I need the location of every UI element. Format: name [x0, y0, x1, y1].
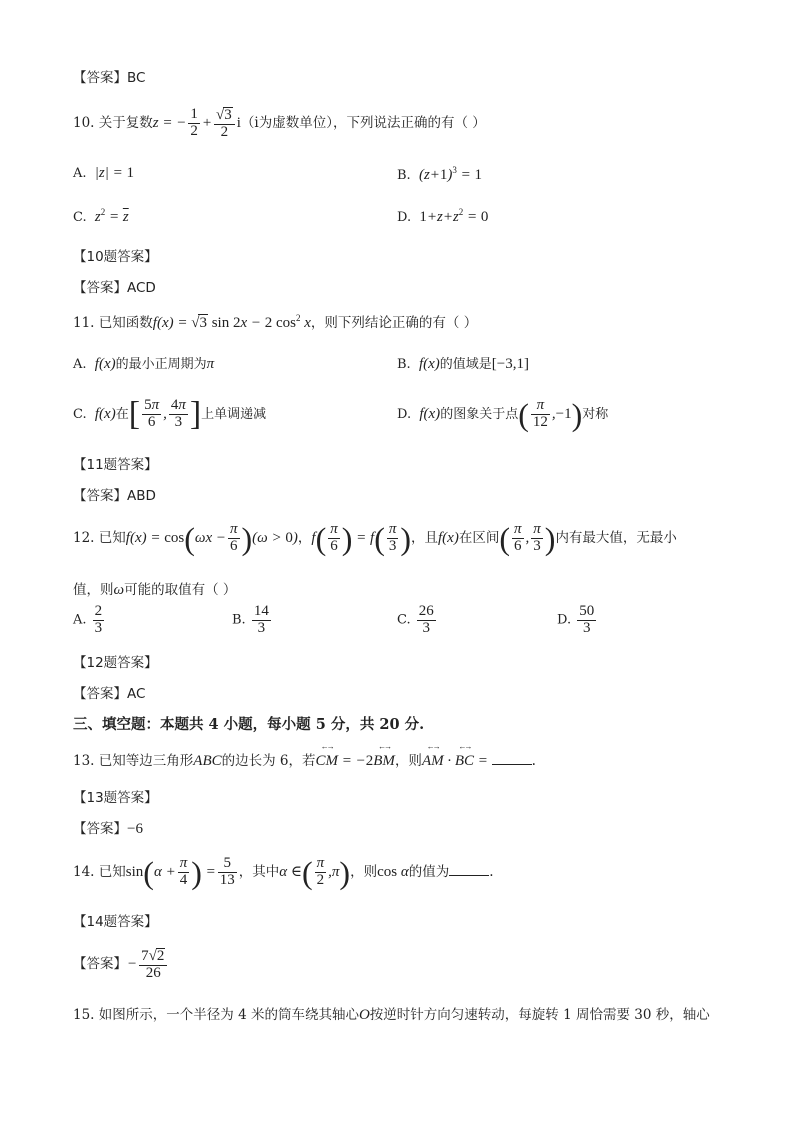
formula: f( $\frac{\pi}{6}$ ) = f( $\frac{\pi}{3}$ ) [311, 520, 412, 557]
formula: π [206, 356, 215, 372]
q12-tag: 【12题答案】 [73, 655, 158, 671]
q10-tag: 【10题答案】 [73, 249, 158, 265]
q11-option-c [73, 394, 266, 435]
question-number: 14. [73, 864, 95, 880]
q13-tag: 【13题答案】 [73, 790, 158, 806]
q15-stem [73, 1003, 710, 1024]
q12-option-d [557, 604, 598, 637]
question-number: 11. [73, 315, 95, 331]
q9-answer-line [73, 66, 145, 86]
question-number: 13. [73, 753, 95, 769]
formula: z = − $\frac{1}{2}$ + $\frac{√3}{2}$ i [152, 106, 241, 140]
q13-answer-line [73, 817, 143, 838]
q14-tag: 【14题答案】 [73, 914, 158, 930]
answer-value: ACD [127, 280, 156, 296]
q10-option-a [73, 165, 134, 182]
formula: f(x) [94, 356, 116, 372]
q11-option-d [397, 394, 608, 435]
question-number: 10. [73, 115, 95, 131]
option-letter: D. [397, 407, 412, 422]
answer-value: − $\frac{7√2}{26}$ [127, 956, 169, 972]
option-letter: B. [397, 168, 411, 183]
formula: α ∈( $\frac{\pi}{2}$ ,π) [279, 854, 351, 891]
formula: $\frac{50}{3}$ [579, 603, 595, 636]
formula: $\frac{14}{3}$ [253, 603, 269, 636]
formula: |z| = 1 [94, 165, 135, 181]
stem-text: ，则下列结论正确的有（ ） [310, 315, 478, 331]
stem-text: 的值为 [408, 864, 450, 880]
q12-answer-line [73, 682, 145, 702]
stem-text: 内有最大值，无最小 [555, 530, 677, 546]
formula: $\frac{26}{3}$ [418, 603, 434, 636]
q10-option-d [397, 207, 488, 226]
fill-blank[interactable] [492, 752, 532, 765]
formula: f(x) = cos(ωx − $\frac{\pi}{6}$ )(ω > 0) [125, 520, 298, 557]
question-number: 12. [73, 530, 95, 546]
formula: f(x) [94, 406, 116, 422]
question-number: 15. [73, 1007, 95, 1023]
q11-option-b [397, 353, 529, 373]
q14-answer-line [73, 944, 169, 984]
formula: $z^2 = \overline{z}$ [94, 207, 129, 225]
option-letter: B. [397, 357, 411, 372]
q10-stem [73, 104, 486, 142]
option-text: 上单调递减 [201, 407, 267, 422]
answer-label: 【答案】 [73, 956, 127, 972]
answer-label: 【答案】 [73, 821, 127, 837]
q10-option-c [73, 207, 129, 226]
fill-blank[interactable] [449, 863, 489, 876]
stem-text: 的边长为 6，若 [221, 753, 316, 769]
q12-option-a [73, 604, 106, 637]
answer-value: BC [127, 70, 146, 86]
answer-label: 【答案】 [73, 280, 127, 296]
q11-tag: 【11题答案】 [73, 457, 158, 473]
q12-stem-line2 [73, 578, 236, 599]
formula: O [358, 1007, 370, 1023]
formula: ABC [193, 753, 222, 769]
formula: $(z+1)^3 = 1$ [418, 165, 483, 183]
q14-stem [73, 852, 494, 892]
stem-text: ，且 [411, 530, 439, 546]
option-letter: A. [73, 612, 87, 628]
stem-text: ， [297, 530, 312, 546]
stem-text: 值，则 [73, 582, 114, 598]
option-text: 对称 [582, 407, 609, 422]
option-text: 的图象关于点 [440, 407, 519, 422]
q11-answer-line [73, 484, 156, 504]
formula: $1+z+z^2 = 0$ [419, 207, 489, 225]
formula: f(x) [419, 406, 441, 422]
answer-value: −6 [127, 821, 143, 837]
stem-text: . [531, 753, 536, 769]
stem-text: 可能的取值有（ ） [124, 582, 237, 598]
q11-stem [73, 311, 477, 332]
stem-text: 关于复数 [98, 115, 153, 131]
stem-text: ，则 [350, 864, 378, 880]
option-text: 的值域是 [439, 357, 492, 372]
option-letter: D. [557, 612, 572, 628]
formula: [ $\frac{5\pi}{6}$ , $\frac{4\pi}{3}$ ] [128, 395, 202, 433]
option-letter: D. [397, 210, 412, 225]
formula: ω [113, 582, 125, 598]
formula: cos α [377, 864, 409, 880]
answer-label: 【答案】 [73, 70, 127, 86]
formula: $\frac{2}{3}$ [94, 603, 103, 636]
formula: ←→ CM = −2←→ BM [316, 753, 395, 769]
formula: f(x) = √3 sin 2x − 2 $\cos^2 x$ [152, 313, 311, 331]
stem-text: 已知函数 [98, 315, 153, 331]
option-text: 的最小正周期为 [115, 357, 207, 372]
formula: ( $\frac{\pi}{6}$ , $\frac{\pi}{3}$ ) [499, 520, 556, 557]
answer-label: 【答案】 [73, 686, 127, 702]
option-text: 在 [115, 407, 129, 422]
stem-text: 已知 [98, 864, 126, 880]
option-letter: C. [73, 407, 87, 422]
formula: ( $\frac{\pi}{12}$ ,−1) [518, 396, 583, 433]
stem-text: 已知 [98, 530, 126, 546]
stem-text: 如图所示，一个半径为 4 米的筒车绕其轴心 [98, 1007, 359, 1023]
stem-text: . [489, 864, 494, 880]
option-letter: B. [232, 612, 246, 628]
answer-value: ABD [127, 488, 156, 504]
answer-label: 【答案】 [73, 488, 127, 504]
stem-text: ，则 [394, 753, 422, 769]
q12-option-b [232, 604, 273, 637]
q10-answer-line [73, 276, 156, 296]
section-heading: 三、填空题：本题共 4 小题，每小题 5 分，共 20 分. [73, 716, 425, 733]
q11-option-a [73, 353, 214, 373]
formula: ←→ AM · ←→ BC = [422, 753, 492, 769]
q13-stem [73, 749, 536, 770]
formula: f(x) [438, 530, 459, 546]
q12-stem-line1 [73, 518, 677, 558]
option-letter: A. [73, 166, 87, 181]
formula: sin(α + $\frac{\pi}{4}$ ) = $\frac{5}{13}$ [125, 854, 235, 891]
option-letter: C. [397, 612, 411, 628]
stem-text: ，其中 [238, 864, 280, 880]
option-letter: C. [73, 210, 87, 225]
q12-option-c [397, 604, 438, 637]
stem-text: 在区间 [458, 530, 500, 546]
stem-text: 按逆时针方向匀速转动，每旋转 1 周恰需要 30 秒，轴心 [369, 1007, 710, 1023]
stem-text: （i为虚数单位），下列说法正确的有（ ） [240, 115, 486, 131]
formula: [−3,1] [491, 356, 529, 372]
formula: f(x) [418, 356, 440, 372]
option-letter: A. [73, 357, 87, 372]
q10-option-b [397, 165, 482, 184]
stem-text: 已知等边三角形 [98, 753, 194, 769]
answer-value: AC [127, 686, 146, 702]
